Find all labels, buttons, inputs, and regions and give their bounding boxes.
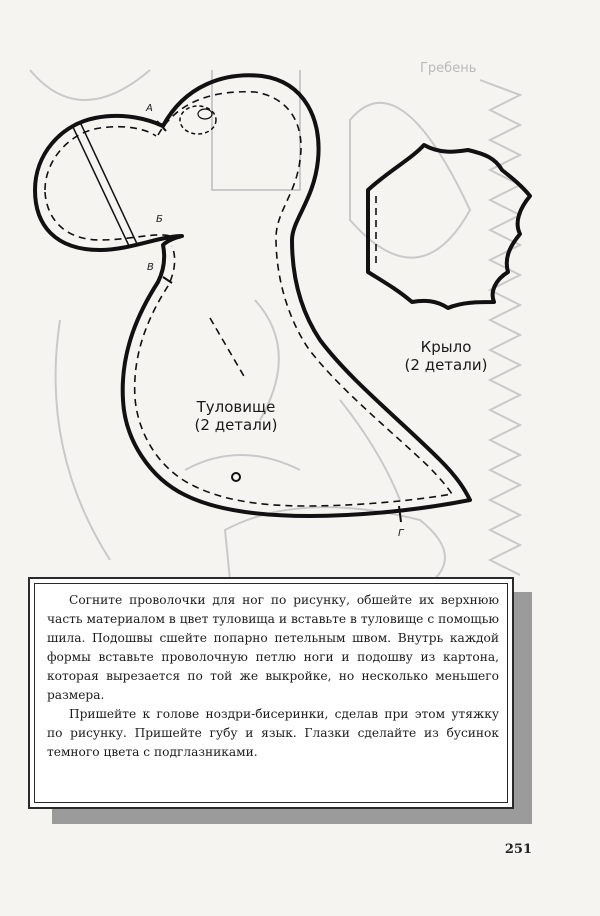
instructions-box: [28, 577, 514, 809]
wing-piece-name: Крыло: [420, 338, 472, 356]
wing-piece-count: (2 детали): [404, 356, 488, 374]
instructions-paragraph-1: Согните проволочки для ног по рисунку, обшейте их верхнюю часть материалом в цвет туловища и вставьте в туловище с помощью шила. Подошвы сшейте попарно петельным швом. Внутрь каждой формы вставьте проволочную петлю ноги и подошву из картона, которая вырезается по той же выкройке, но несколько меньшего размера.: [47, 593, 499, 702]
page-number: 251: [504, 842, 532, 857]
mark-a: А: [146, 103, 153, 114]
mark-v: В: [147, 262, 154, 273]
faint-text: Гребень: [420, 61, 477, 76]
body-piece-count: (2 детали): [194, 416, 278, 434]
mark-g: Г: [398, 528, 404, 539]
mark-b: Б: [156, 214, 163, 225]
body-piece-name: Туловище: [196, 398, 276, 416]
instructions-inner-frame: [34, 583, 508, 803]
instructions-paragraph-2: Пришейте к голове ноздри-бисеринки, сделав при этом утяжку по рисунку. Пришейте губу и язык. Глазки сделайте из бусинок темного цвета с подглазниками.: [47, 707, 499, 759]
wing-piece-label: [398, 338, 494, 374]
body-piece-label: [186, 398, 286, 434]
